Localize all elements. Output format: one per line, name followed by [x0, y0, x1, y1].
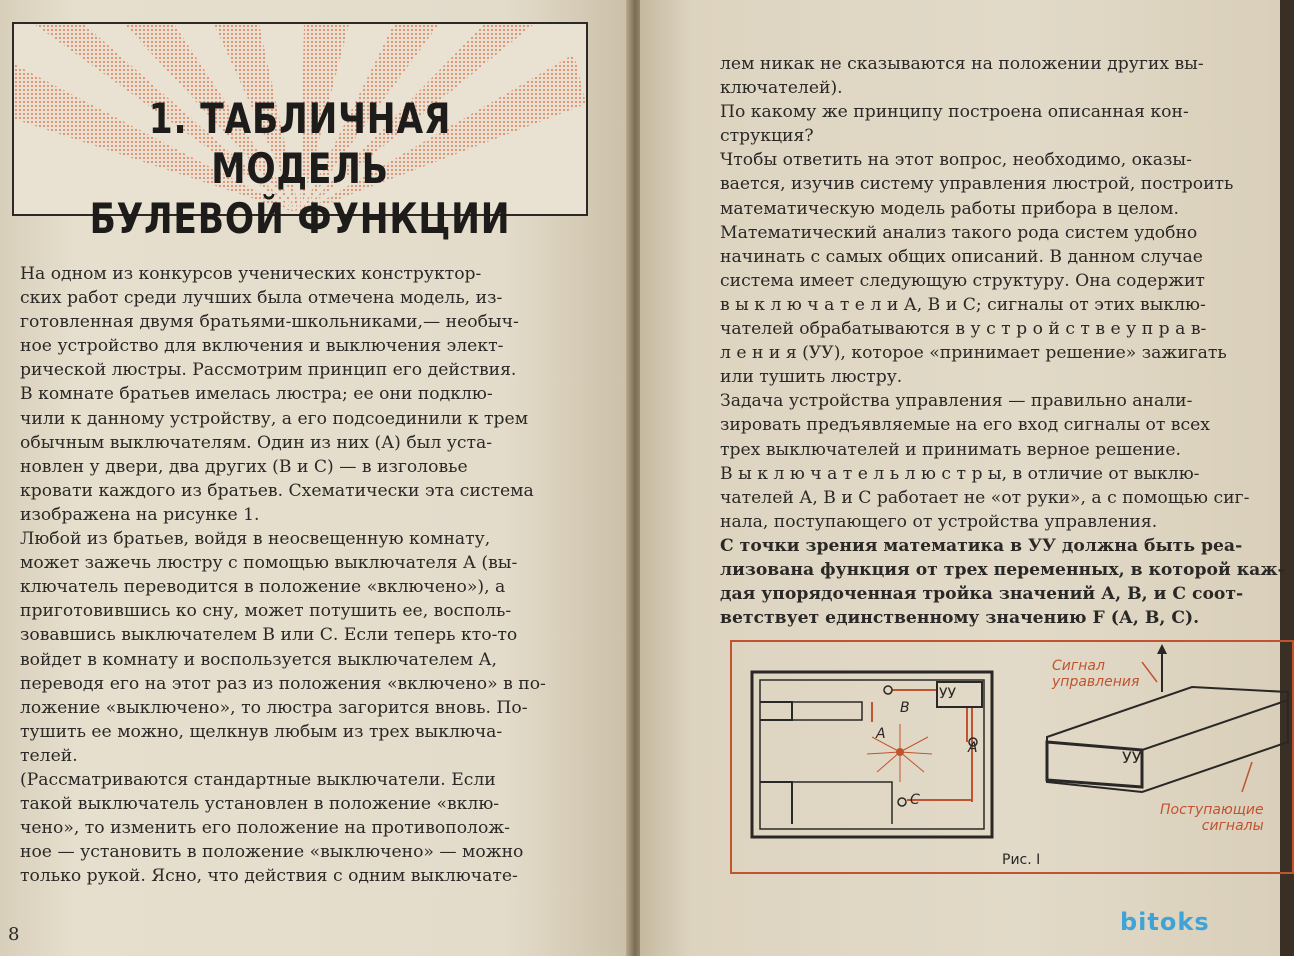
chapter-title-line2: БУЛЕВОЙ ФУНКЦИИ — [89, 194, 511, 243]
figure-diagram — [732, 642, 1288, 868]
text-line: Задача устройства управления — правильно анали- — [720, 391, 1193, 412]
incoming-label-line2: сигналы — [1201, 818, 1264, 834]
text-line: трех выключателей и принимать верное решение. — [720, 439, 1181, 460]
text-line: изображена на рисунке 1. — [20, 504, 260, 525]
uu-3d-box — [1047, 687, 1288, 792]
text-line: нала, поступающего от устройства управления. — [720, 511, 1158, 532]
incoming-label-line1: Поступающие — [1160, 802, 1264, 818]
text-line: вается, изучив систему управления люстрой, построить — [720, 174, 1234, 195]
figure-caption: Рис. I — [1002, 852, 1041, 868]
text-line: Любой из братьев, войдя в неосвещенную комнату, — [20, 529, 491, 550]
text-line: струкция? — [720, 126, 814, 147]
text-line: рической люстры. Рассмотрим принцип его действия. — [20, 360, 517, 381]
text-line: В комнате братьев имелась люстра; ее они подклю- — [20, 384, 493, 405]
page-number: 8 — [8, 924, 20, 945]
bold-text-line: ветствует единственному значению F (А, В, С). — [720, 608, 1200, 629]
text-line: (Рассматриваются стандартные выключатели. Если — [20, 769, 496, 790]
text-line: новлен у двери, два других (В и С) — в изголовье — [20, 456, 468, 477]
text-line: переводя его на этот раз из положения «включено» в по- — [20, 673, 546, 694]
text-line: обычным выключателям. Один из них (А) был уста- — [20, 432, 493, 453]
text-line: чено», то изменить его положение на противополож- — [20, 818, 510, 839]
right-page-text — [720, 52, 1285, 630]
text-line: В ы к л ю ч а т е л ь л ю с т р ы, в отличие от выклю- — [720, 463, 1200, 484]
signal-label-line2: управления — [1052, 674, 1140, 690]
incoming-signals-label — [1160, 802, 1264, 834]
text-line: или тушить люстру. — [720, 367, 903, 388]
text-line: кровати каждого из братьев. Схематически эта система — [20, 480, 534, 501]
text-line: ключателей). — [720, 78, 843, 99]
bold-text-line: С точки зрения математика в УУ должна быть реа- — [720, 535, 1243, 556]
text-line: ских работ среди лучших была отмечена модель, из- — [20, 288, 503, 309]
text-line: ложение «выключено», то люстра загорится вновь. По- — [20, 697, 528, 718]
uu-box-label: УУ — [1122, 748, 1142, 767]
bold-text-line: лизована функция от трех переменных, в которой каж- — [720, 559, 1285, 580]
figure-1 — [730, 640, 1294, 874]
text-line: может зажечь люстру с помощью выключателя А (вы- — [20, 553, 518, 574]
left-page — [0, 0, 630, 956]
text-line: л е н и я (УУ), которое «принимает решение» зажигать — [720, 343, 1227, 364]
left-page-text — [20, 262, 600, 888]
text-line: математическую модель работы прибора в целом. — [720, 198, 1179, 219]
switch-c-label: С — [910, 792, 920, 808]
text-line: На одном из конкурсов ученических конструктор- — [20, 264, 482, 284]
text-line: в ы к л ю ч а т е л и А, В и С; сигналы от этих выклю- — [720, 294, 1206, 315]
text-line: войдет в комнату и воспользуется выключателем А, — [20, 649, 498, 670]
uu-label: УУ — [939, 686, 957, 702]
signal-label-line1: Сигнал — [1052, 658, 1105, 674]
text-line: только рукой. Ясно, что действия с одним выключате- — [20, 866, 518, 887]
text-line: лем никак не сказываются на положении других вы- — [720, 54, 1204, 74]
text-line: система имеет следующую структуру. Она содержит — [720, 270, 1205, 291]
text-line: телей. — [20, 745, 78, 766]
watermark-logo: bitoks — [1120, 908, 1210, 936]
text-line: приготовившись ко сну, может потушить ее, восполь- — [20, 601, 512, 622]
text-line: ное — установить в положение «выключено» — можно — [20, 842, 524, 863]
switch-b-dot — [884, 686, 892, 694]
switch-a-label: А — [876, 726, 886, 742]
text-line: чателей обрабатываются в у с т р о й с т в е у п р а в- — [720, 319, 1207, 340]
text-line: ключатель переводится в положение «включено»), а — [20, 577, 506, 598]
text-line: начинать с самых общих описаний. В данном случае — [720, 246, 1203, 267]
text-line: ное устройство для включения и выключения элект- — [20, 336, 504, 357]
text-line: По какому же принципу построена описанная кон- — [720, 102, 1189, 123]
right-page — [640, 0, 1285, 956]
text-line: готовленная двумя братьями-школьниками,— необыч- — [20, 312, 519, 333]
text-line: Математический анализ такого рода систем удобно — [720, 222, 1198, 243]
text-line: зировать предъявляемые на его вход сигналы от всех — [720, 415, 1210, 436]
bed-top — [760, 702, 792, 720]
chapter-title-box — [12, 22, 588, 243]
bed-bottom — [760, 782, 792, 824]
text-line: чили к данному устройству, а его подсоединили к трем — [20, 408, 529, 429]
text-line: Чтобы ответить на этот вопрос, необходимо, оказы- — [720, 150, 1192, 171]
text-line: такой выключатель установлен в положение «вклю- — [20, 794, 500, 815]
text-line: зовавшись выключателем В или С. Если теперь кто-то — [20, 625, 518, 646]
text-line: чателей А, В и С работает не «от руки», а с помощью сиг- — [720, 487, 1250, 508]
switch-c-dot — [898, 798, 906, 806]
switch-b-label: В — [900, 700, 910, 716]
switch-a2-label: А — [968, 740, 978, 756]
bold-text-line: дая упорядоченная тройка значений А, В, и С соот- — [720, 584, 1244, 605]
signal-label — [1052, 658, 1139, 690]
text-line: тушить ее можно, щелкнув любым из трех выключа- — [20, 721, 503, 742]
chapter-title — [65, 94, 534, 244]
chapter-title-line1: 1. ТАБЛИЧНАЯ МОДЕЛЬ — [148, 94, 452, 193]
